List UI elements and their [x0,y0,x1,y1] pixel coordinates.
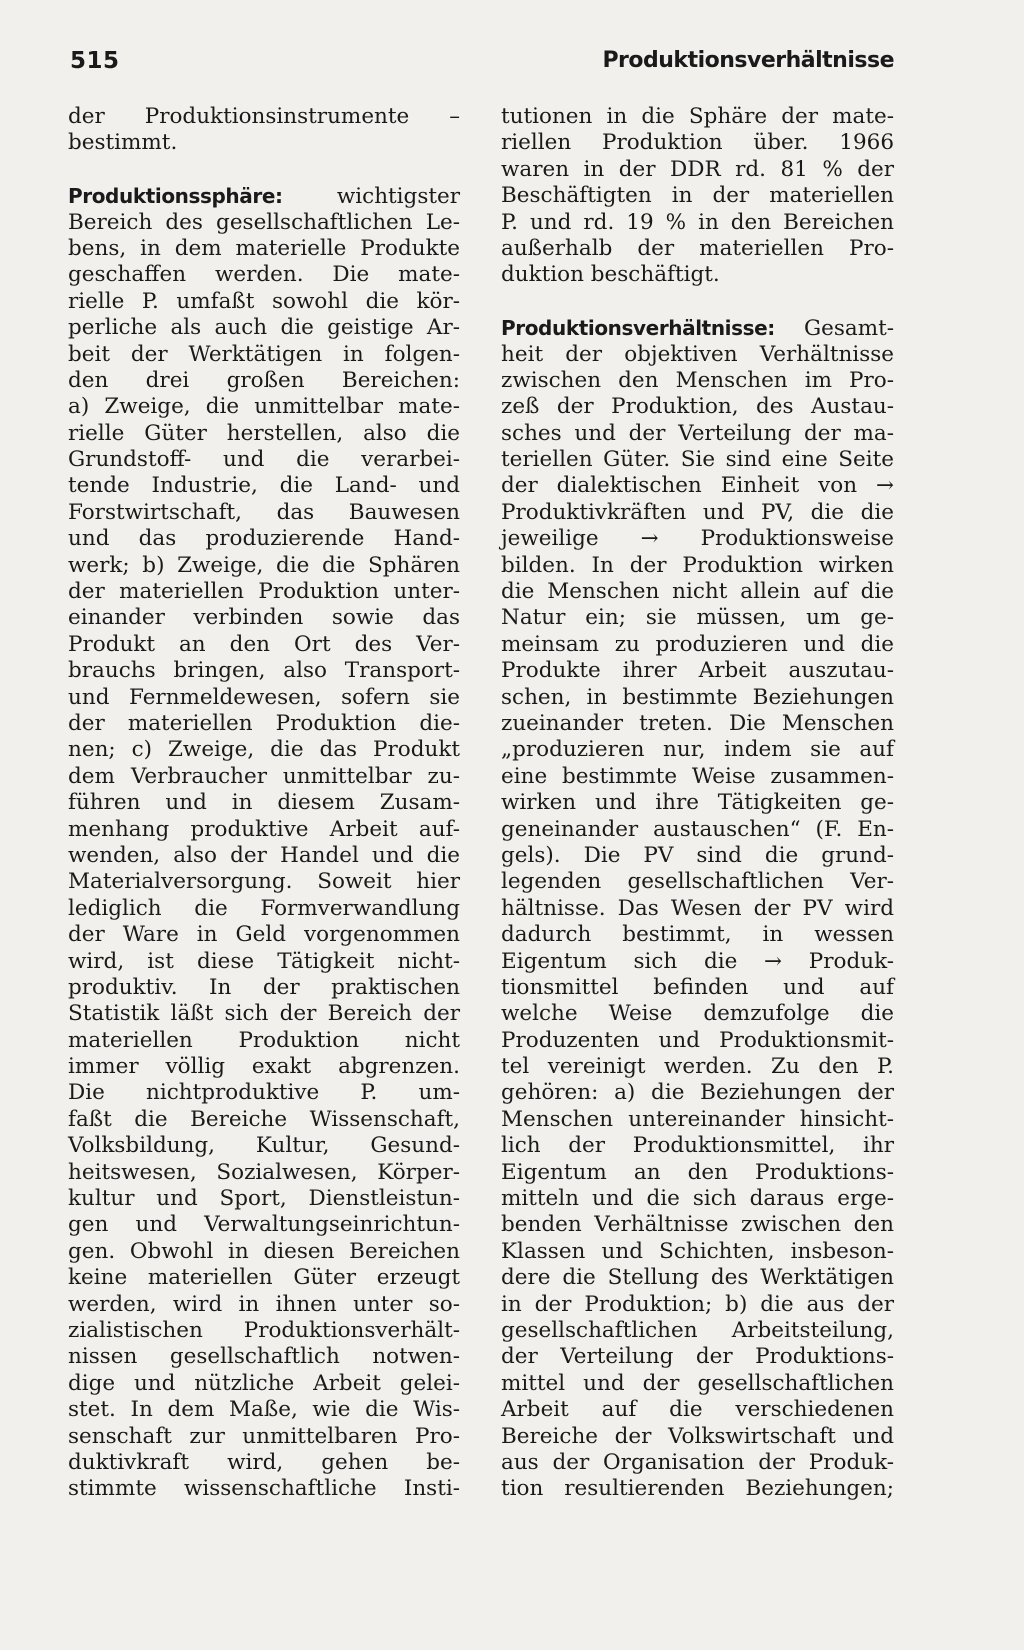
text-line: heit der objektiven Verhältnisse [501,341,894,367]
right-column [501,104,894,1503]
entry-body [501,342,894,1503]
text-line: gesellschaftlichen Arbeitsteilung, [501,1317,894,1343]
text-line: produktiv. In der praktischen [68,974,460,1000]
text-line: sches und der Verteilung der ma- [501,420,894,446]
entry-term: Produktionsverhältnisse: [501,316,775,341]
text-line: wird, ist diese Tätigkeit nicht- [68,948,460,974]
page-number: 515 [70,48,120,74]
text-line: Bereiche der Volkswirtschaft und [501,1423,894,1449]
left-column [68,104,460,1503]
text-line: dige und nützliche Arbeit gelei- [68,1370,460,1396]
text-line: bestimmt. [68,130,178,156]
entry-term: Produktionssphäre: [68,184,283,209]
text-line: Materialversorgung. Soweit hier [68,869,460,895]
text-line: und das produzierende Hand- [68,526,460,552]
text-line: gels). Die PV sind die grund- [501,842,894,868]
text-line: Statistik läßt sich der Bereich der [68,1001,460,1027]
text-line: materiellen Produktion nicht [68,1027,460,1053]
text-line: den drei großen Bereichen: [68,367,460,393]
entry-first-line-text: Gesamt- [803,316,894,342]
text-line: eine bestimmte Weise zusammen- [501,763,894,789]
text-line: der materiellen Produktion die- [68,710,460,736]
text-line: stimmte wissenschaftliche Insti- [68,1476,460,1502]
text-line: führen und in diesem Zusam- [68,790,460,816]
text-line: mitteln und die sich daraus erge- [501,1186,894,1212]
text-line: der Produktionsinstrumente – [68,104,460,129]
text-line: dere die Stellung des Werktätigen [501,1265,894,1291]
text-line: außerhalb der materiellen Pro- [501,235,894,261]
text-line: duktivkraft wird, gehen be- [68,1449,460,1475]
text-line: rielle P. umfaßt sowohl die kör- [68,288,460,314]
entry-body [68,210,460,1503]
text-line: tutionen in die Sphäre der mate- [501,104,894,129]
text-line: Volksbildung, Kultur, Gesund- [68,1133,460,1159]
text-line: tende Industrie, die Land- und [68,473,460,499]
text-line: brauchs bringen, also Transport- [68,658,460,684]
text-line: zialistischen Produktionsverhält- [68,1317,460,1343]
text-line: dem Verbraucher unmittelbar zu- [68,763,460,789]
text-line: kultur und Sport, Dienstleistun- [68,1186,460,1212]
text-line: faßt die Bereiche Wissenschaft, [68,1106,460,1132]
text-line: Bereich des gesellschaftlichen Le- [68,209,460,235]
text-line: jeweilige → Produktionsweise [501,526,894,552]
text-line: zeß der Produktion, des Austau- [501,394,894,420]
text-line: meinsam zu produzieren und die [501,631,894,657]
text-line: der materiellen Produktion unter- [68,579,460,605]
text-line: „produzieren nur, indem sie auf [501,737,894,763]
text-line: perliche als auch die geistige Ar- [68,315,460,341]
text-line: Produktivkräften und PV, die die [501,499,894,525]
text-line: benden Verhältnisse zwischen den [501,1212,894,1238]
text-line: dadurch bestimmt, in wessen [501,922,894,948]
entry-first-line-text: wichtigster [336,184,460,210]
text-line: Beschäftigten in der materiellen [501,183,894,209]
text-line: rielle Güter herstellen, also die [68,420,460,446]
text-line: tionsmittel befinden und auf [501,974,894,1000]
text-line: waren in der DDR rd. 81 % der [501,156,894,182]
text-line: Forstwirtschaft, das Bauwesen [68,499,460,525]
text-line: die Menschen nicht allein auf die [501,579,894,605]
entry-first-line [68,183,460,209]
text-line: keine materiellen Güter erzeugt [68,1265,460,1291]
text-line: einander verbinden sowie das [68,605,460,631]
text-line: Klassen und Schichten, insbeson- [501,1238,894,1264]
text-line: gen und Verwaltungseinrichtun- [68,1212,460,1238]
text-line: Grundstoff- und die verarbei- [68,447,460,473]
text-line: Natur ein; sie müssen, um ge- [501,605,894,631]
text-line: zueinander treten. Die Menschen [501,710,894,736]
text-line: gehören: a) die Beziehungen der [501,1080,894,1106]
text-line: nissen gesellschaftlich notwen- [68,1344,460,1370]
text-line: stet. In dem Maße, wie die Wis- [68,1397,460,1423]
text-line: menhang produktive Arbeit auf- [68,816,460,842]
text-line: tion resultierenden Beziehungen; [501,1476,894,1502]
text-line: Die nichtproduktive P. um- [68,1080,460,1106]
text-line: gen. Obwohl in diesen Bereichen [68,1238,460,1264]
text-line: Produzenten und Produktionsmit- [501,1027,894,1053]
text-line: tel vereinigt werden. Zu den P. [501,1054,894,1080]
text-line: Produkt an den Ort des Ver- [68,631,460,657]
entry-produktionsverhaeltnisse [501,315,894,1503]
text-line: Eigentum sich die → Produk- [501,948,894,974]
text-line: der dialektischen Einheit von → [501,473,894,499]
text-line: Arbeit auf die verschiedenen [501,1397,894,1423]
text-line: wenden, also der Handel und die [68,842,460,868]
text-line: legenden gesellschaftlichen Ver- [501,869,894,895]
text-line: schen, in bestimmte Beziehungen [501,684,894,710]
text-line: bilden. In der Produktion wirken [501,552,894,578]
running-head: Produktionsverhältnisse [602,48,894,73]
text-line: wirken und ihre Tätigkeiten ge- [501,790,894,816]
text-line: Eigentum an den Produktions- [501,1159,894,1185]
text-line: der Ware in Geld vorgenommen [68,922,460,948]
entry-produktionssphaere [68,183,460,1503]
left-continuation [68,104,460,157]
text-line: senschaft zur unmittelbaren Pro- [68,1423,460,1449]
text-line: lich der Produktionsmittel, ihr [501,1133,894,1159]
text-line: a) Zweige, die unmittelbar mate- [68,394,460,420]
text-line: immer völlig exakt abgrenzen. [68,1054,460,1080]
text-line: geneinander austauschen“ (F. En- [501,816,894,842]
text-line: duktion beschäftigt. [501,262,720,288]
text-line: welche Weise demzufolge die [501,1001,894,1027]
text-line: bens, in dem materielle Produkte [68,235,460,261]
text-line: Menschen untereinander hinsicht- [501,1106,894,1132]
text-line: heitswesen, Sozialwesen, Körper- [68,1159,460,1185]
text-line: beit der Werktätigen in folgen- [68,341,460,367]
text-line: werk; b) Zweige, die die Sphären [68,552,460,578]
text-line: hältnisse. Das Wesen der PV wird [501,895,894,921]
text-line: und Fernmeldewesen, sofern sie [68,684,460,710]
text-line: Produkte ihrer Arbeit auszutau- [501,658,894,684]
text-line: der Verteilung der Produktions- [501,1344,894,1370]
text-line: mittel und der gesellschaftlichen [501,1370,894,1396]
text-line: riellen Produktion über. 1966 [501,130,894,156]
text-line: geschaffen werden. Die mate- [68,262,460,288]
text-line: aus der Organisation der Produk- [501,1449,894,1475]
text-line: zwischen den Menschen im Pro- [501,367,894,393]
entry-first-line [501,315,894,341]
text-line: lediglich die Formverwandlung [68,895,460,921]
right-continuation [501,104,894,289]
text-line: werden, wird in ihnen unter so- [68,1291,460,1317]
text-line: teriellen Güter. Sie sind eine Seite [501,447,894,473]
text-line: P. und rd. 19 % in den Bereichen [501,209,894,235]
text-line: in der Produktion; b) die aus der [501,1291,894,1317]
text-line: nen; c) Zweige, die das Produkt [68,737,460,763]
